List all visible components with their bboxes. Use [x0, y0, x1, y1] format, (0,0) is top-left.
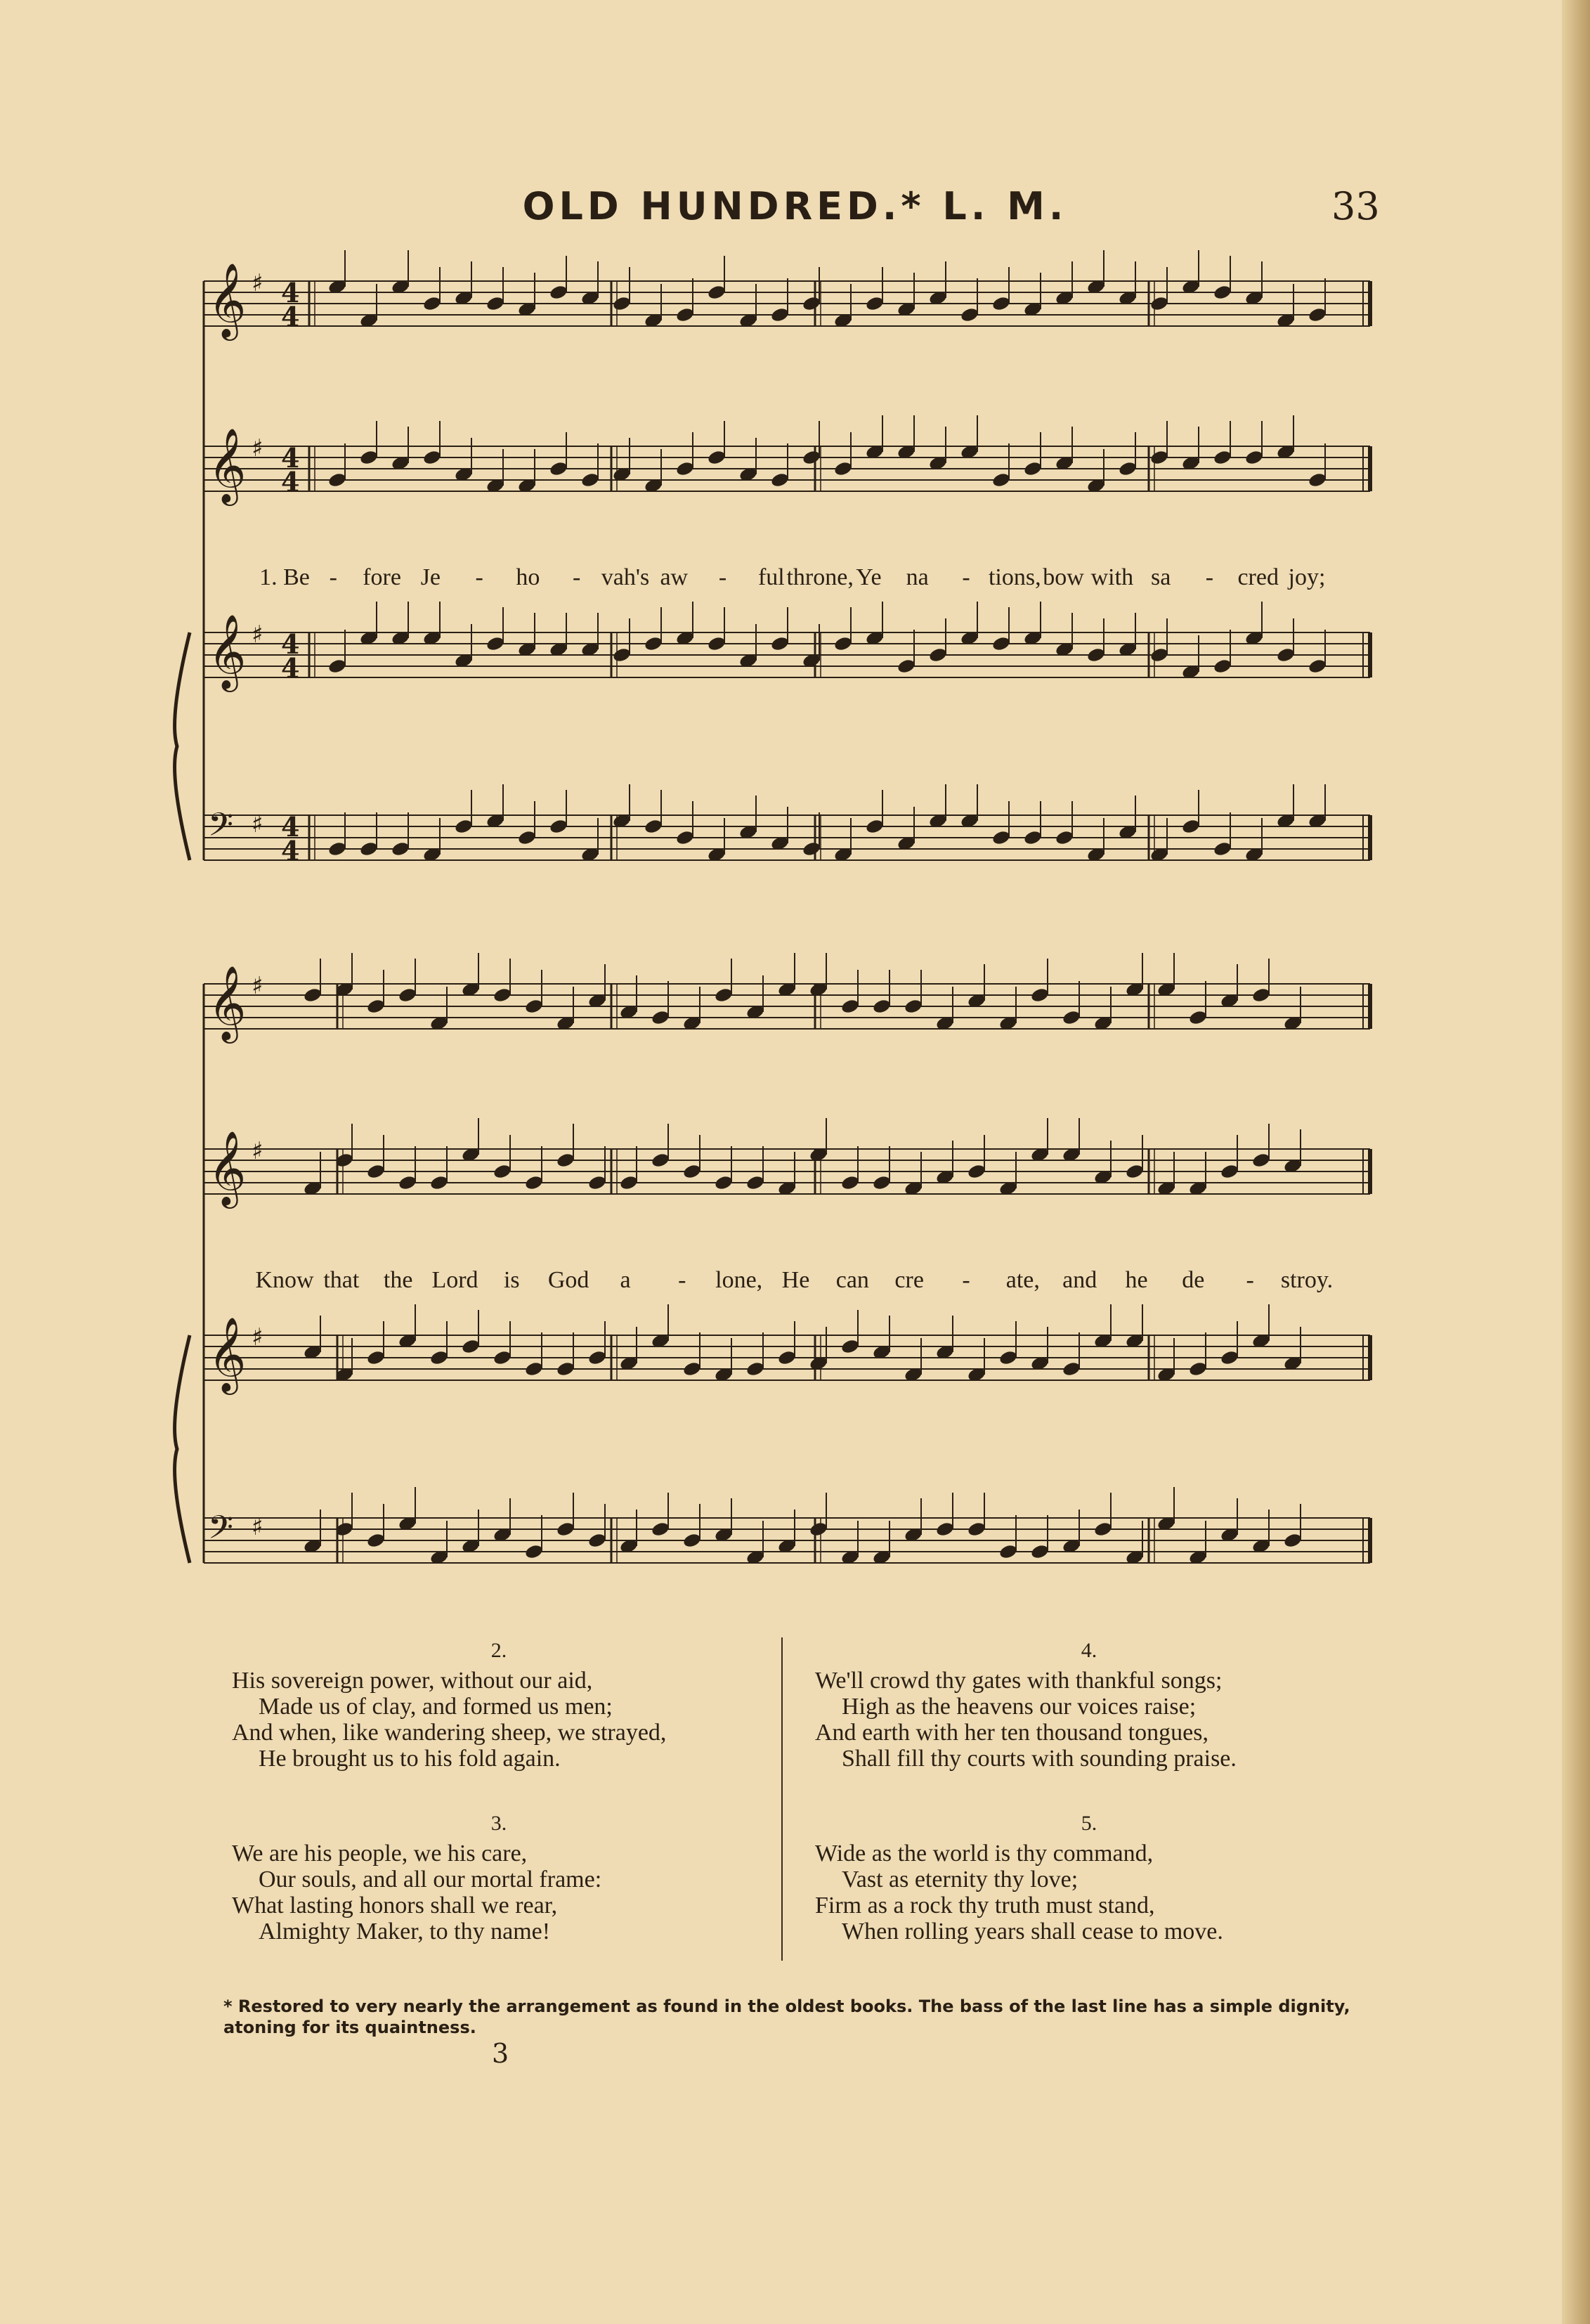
lyric-syllable: is — [503, 1267, 520, 1293]
verse-line: Vast as eternity thy love; — [842, 1867, 1079, 1893]
lyric-syllable: can — [835, 1267, 869, 1293]
note-icon — [493, 1349, 512, 1366]
sharp-icon: ♯ — [252, 810, 263, 838]
note-icon — [840, 1174, 860, 1191]
lyric-syllable: that — [323, 1267, 360, 1293]
treble-clef-icon: 𝄞 — [208, 1316, 247, 1391]
note-icon — [359, 840, 379, 857]
staff — [204, 415, 1370, 506]
signature-mark: 3 — [492, 2038, 509, 2069]
note-icon — [1276, 647, 1296, 663]
note-icon — [1030, 1543, 1050, 1560]
note-icon — [714, 1174, 734, 1191]
lyric-syllable: cre — [894, 1267, 924, 1293]
lyric-syllable: na — [906, 564, 929, 590]
hymn-title: OLD HUNDRED.* L. M. — [522, 184, 1068, 228]
lyric-syllable: - — [1205, 564, 1214, 590]
note-icon — [1086, 647, 1106, 663]
note-icon — [682, 1163, 702, 1180]
note-icon — [651, 1009, 670, 1026]
lyric-syllable: joy; — [1288, 564, 1326, 590]
note-icon — [714, 987, 734, 1004]
note-icon — [833, 460, 853, 477]
note-icon — [549, 818, 568, 835]
note-icon — [1283, 1532, 1303, 1549]
note-icon — [612, 647, 632, 663]
lyric-syllable: a — [620, 1267, 631, 1293]
note-icon — [1308, 472, 1327, 488]
note-icon — [549, 460, 568, 477]
time-signature-icon: 4 — [281, 466, 300, 498]
verse-4 — [815, 1637, 1363, 1772]
note-icon — [935, 1521, 955, 1538]
time-signature-icon: 4 — [281, 652, 300, 684]
lyrics-line-2 — [255, 1267, 1333, 1293]
time-signature-icon: 4 — [281, 628, 300, 660]
verse-3 — [232, 1810, 766, 1945]
sharp-icon: ♯ — [252, 269, 263, 297]
note-icon — [1055, 829, 1074, 846]
note-icon — [960, 306, 979, 323]
note-icon — [770, 472, 790, 488]
verse-line: He brought us to his fold again. — [259, 1746, 561, 1772]
lyric-syllable: Je — [420, 564, 441, 590]
note-icon — [517, 829, 537, 846]
note-icon — [904, 998, 923, 1015]
note-icon — [486, 635, 505, 652]
note-icon — [366, 1163, 386, 1180]
bass-clef-icon: 𝄢 — [208, 806, 234, 852]
lyric-syllable: ful — [757, 564, 785, 590]
lyric-syllable: fore — [363, 564, 401, 590]
note-icon — [587, 1174, 607, 1191]
staff — [204, 602, 1370, 692]
verse-number: 2. — [490, 1639, 507, 1662]
treble-clef-icon: 𝄞 — [208, 1130, 247, 1205]
note-icon — [651, 1521, 670, 1538]
note-icon — [1149, 647, 1169, 663]
lyric-syllable: throne, — [786, 564, 854, 590]
note-icon — [840, 998, 860, 1015]
lyric-syllable: - — [475, 564, 483, 590]
note-icon — [493, 1163, 512, 1180]
note-icon — [1149, 295, 1169, 312]
verse-line: And when, like wandering sheep, we strayed, — [232, 1720, 667, 1746]
note-icon — [644, 818, 663, 835]
note-icon — [1062, 1361, 1081, 1377]
note-icon — [366, 1349, 386, 1366]
note-icon — [327, 840, 347, 857]
note-icon — [1251, 1152, 1271, 1169]
lyric-syllable: ate, — [1005, 1267, 1040, 1293]
note-icon — [707, 284, 726, 301]
lyric-syllable: - — [329, 564, 337, 590]
treble-clef-icon: 𝄞 — [208, 614, 247, 689]
note-icon — [587, 1349, 607, 1366]
note-icon — [612, 295, 632, 312]
verse-line: And earth with her ten thousand tongues, — [815, 1720, 1208, 1746]
verse-line: His sovereign power, without our aid, — [232, 1668, 593, 1694]
note-icon — [524, 1543, 544, 1560]
verse-line: What lasting honors shall we rear, — [232, 1893, 558, 1919]
sharp-icon: ♯ — [252, 621, 263, 649]
note-icon — [587, 1532, 607, 1549]
verse-5 — [815, 1810, 1363, 1945]
sharp-icon: ♯ — [252, 1513, 263, 1541]
lyric-syllable: He — [781, 1267, 810, 1293]
note-icon — [872, 998, 892, 1015]
note-icon — [802, 840, 821, 857]
lyric-syllable: - — [1246, 1267, 1254, 1293]
note-icon — [398, 1174, 417, 1191]
note-icon — [1181, 818, 1201, 835]
lyric-syllable: he — [1125, 1267, 1148, 1293]
note-icon — [619, 1174, 639, 1191]
treble-clef-icon: 𝄞 — [208, 965, 247, 1040]
lyric-syllable: aw — [660, 564, 689, 590]
time-signature-icon: 4 — [281, 301, 300, 332]
note-icon — [651, 1152, 670, 1169]
note-icon — [967, 1163, 986, 1180]
sharp-icon: ♯ — [252, 434, 263, 462]
lyric-syllable: God — [547, 1267, 589, 1293]
note-icon — [1125, 1163, 1145, 1180]
note-icon — [391, 840, 410, 857]
lyric-syllable: - — [962, 1267, 970, 1293]
verse-line: Our souls, and all our mortal frame: — [259, 1867, 602, 1893]
verse-line: Firm as a rock thy truth must stand, — [815, 1893, 1155, 1919]
note-icon — [1213, 658, 1232, 675]
lyric-syllable: - — [573, 564, 581, 590]
note-icon — [967, 1521, 986, 1538]
note-icon — [991, 829, 1011, 846]
verse-line: We'll crowd thy gates with thankful songs; — [815, 1668, 1223, 1694]
note-icon — [809, 1521, 828, 1538]
note-icon — [1308, 306, 1327, 323]
verse-line: Made us of clay, and formed us men; — [259, 1694, 613, 1720]
brace-icon — [175, 632, 190, 860]
note-icon — [556, 1361, 575, 1377]
note-icon — [556, 1521, 575, 1538]
note-icon — [398, 987, 417, 1004]
note-icon — [366, 1532, 386, 1549]
note-icon — [991, 295, 1011, 312]
lyric-syllable: with — [1090, 564, 1134, 590]
lyric-syllable: stroy. — [1280, 1267, 1334, 1293]
lyric-syllable: ho — [516, 564, 540, 590]
verse-line: Shall fill thy courts with sounding praise. — [842, 1746, 1237, 1772]
verse-line: Wide as the world is thy command, — [815, 1841, 1154, 1867]
note-icon — [1093, 1521, 1113, 1538]
note-icon — [327, 472, 347, 488]
note-icon — [1213, 449, 1232, 466]
note-icon — [745, 1361, 765, 1377]
note-icon — [998, 1349, 1018, 1366]
lyric-syllable: tions, — [988, 564, 1041, 590]
verse-line: When rolling years shall cease to move. — [842, 1919, 1223, 1945]
note-icon — [872, 1174, 892, 1191]
note-icon — [1188, 1009, 1208, 1026]
note-icon — [1213, 284, 1232, 301]
note-icon — [429, 1174, 449, 1191]
lyric-syllable: de — [1182, 1267, 1205, 1293]
page-number: 33 — [1331, 184, 1380, 228]
note-icon — [707, 449, 726, 466]
lyric-syllable: sa — [1150, 564, 1171, 590]
verse-line: We are his people, we his care, — [232, 1841, 528, 1867]
note-icon — [327, 658, 347, 675]
note-icon — [998, 1543, 1018, 1560]
note-icon — [524, 1174, 544, 1191]
note-icon — [897, 658, 916, 675]
treble-clef-icon: 𝄞 — [208, 262, 247, 337]
sharp-icon: ♯ — [252, 972, 263, 1000]
lyric-syllable: Know — [255, 1267, 314, 1293]
note-icon — [1251, 987, 1271, 1004]
note-icon — [1149, 449, 1169, 466]
note-icon — [644, 635, 663, 652]
lyrics-line-1 — [259, 564, 1325, 590]
note-icon — [303, 987, 322, 1004]
lyric-syllable: vah's — [601, 564, 650, 590]
note-icon — [865, 818, 885, 835]
note-icon — [675, 306, 695, 323]
note-icon — [524, 1361, 544, 1377]
note-icon — [745, 1174, 765, 1191]
lyric-syllable: 1. Be — [259, 564, 310, 590]
lyric-syllable: - — [718, 564, 727, 590]
note-icon — [1062, 1009, 1081, 1026]
verse-number: 4. — [1081, 1639, 1097, 1662]
brace-icon — [175, 1335, 190, 1563]
time-signature-icon: 4 — [281, 835, 300, 866]
note-icon — [770, 635, 790, 652]
note-icon — [1188, 1361, 1208, 1377]
staff — [204, 1487, 1370, 1566]
note-icon — [580, 472, 600, 488]
note-icon — [928, 647, 948, 663]
note-icon — [833, 635, 853, 652]
lyric-syllable: lone, — [715, 1267, 763, 1293]
staff — [204, 250, 1370, 341]
verse-number: 3. — [490, 1812, 507, 1835]
staff — [204, 953, 1370, 1044]
note-icon — [707, 635, 726, 652]
note-icon — [802, 449, 821, 466]
verse-2 — [232, 1637, 766, 1772]
note-icon — [429, 1349, 449, 1366]
time-signature-icon: 4 — [281, 811, 300, 843]
verse-line: Almighty Maker, to thy name! — [259, 1919, 551, 1945]
lyric-syllable: the — [383, 1267, 413, 1293]
note-icon — [675, 829, 695, 846]
staff — [204, 1304, 1370, 1395]
note-icon — [524, 998, 544, 1015]
staff — [204, 1118, 1370, 1209]
note-icon — [461, 1338, 481, 1355]
note-icon — [675, 460, 695, 477]
note-icon — [1213, 840, 1232, 857]
note-icon — [770, 306, 790, 323]
lyric-syllable: Ye — [856, 564, 882, 590]
note-icon — [777, 1349, 797, 1366]
note-icon — [1023, 829, 1043, 846]
note-icon — [682, 1361, 702, 1377]
treble-clef-icon: 𝄞 — [208, 427, 247, 502]
lyric-syllable: Lord — [431, 1267, 478, 1293]
note-icon — [422, 295, 442, 312]
lyric-syllable: - — [678, 1267, 686, 1293]
note-icon — [549, 284, 568, 301]
note-icon — [1244, 449, 1264, 466]
note-icon — [1023, 460, 1043, 477]
note-icon — [454, 818, 474, 835]
time-signature-icon: 4 — [281, 277, 300, 309]
note-icon — [366, 998, 386, 1015]
staff — [204, 784, 1370, 866]
note-icon — [1220, 1349, 1239, 1366]
footnote: * Restored to very nearly the arrangement as found in the oldest books. The bass of the last line has a simple dignity, atoning for its quaintness. — [223, 1997, 1350, 2037]
bass-clef-icon: 𝄢 — [208, 1509, 234, 1554]
sharp-icon: ♯ — [252, 1323, 263, 1351]
note-icon — [1308, 658, 1327, 675]
note-icon — [802, 295, 821, 312]
note-icon — [991, 635, 1011, 652]
lyric-syllable: cred — [1237, 564, 1279, 590]
note-icon — [991, 472, 1011, 488]
note-icon — [1118, 460, 1138, 477]
lyric-syllable: - — [962, 564, 970, 590]
note-icon — [840, 1338, 860, 1355]
note-icon — [1220, 1163, 1239, 1180]
note-icon — [1030, 987, 1050, 1004]
lyric-syllable: bow — [1043, 564, 1084, 590]
note-icon — [422, 449, 442, 466]
verse-line: High as the heavens our voices raise; — [842, 1694, 1197, 1720]
lyric-syllable: and — [1062, 1267, 1097, 1293]
time-signature-icon: 4 — [281, 442, 300, 474]
verse-number: 5. — [1081, 1812, 1097, 1835]
note-icon — [486, 295, 505, 312]
note-icon — [556, 1152, 575, 1169]
note-icon — [359, 449, 379, 466]
note-icon — [493, 987, 512, 1004]
note-icon — [865, 295, 885, 312]
note-icon — [682, 1532, 702, 1549]
sharp-icon: ♯ — [252, 1137, 263, 1165]
